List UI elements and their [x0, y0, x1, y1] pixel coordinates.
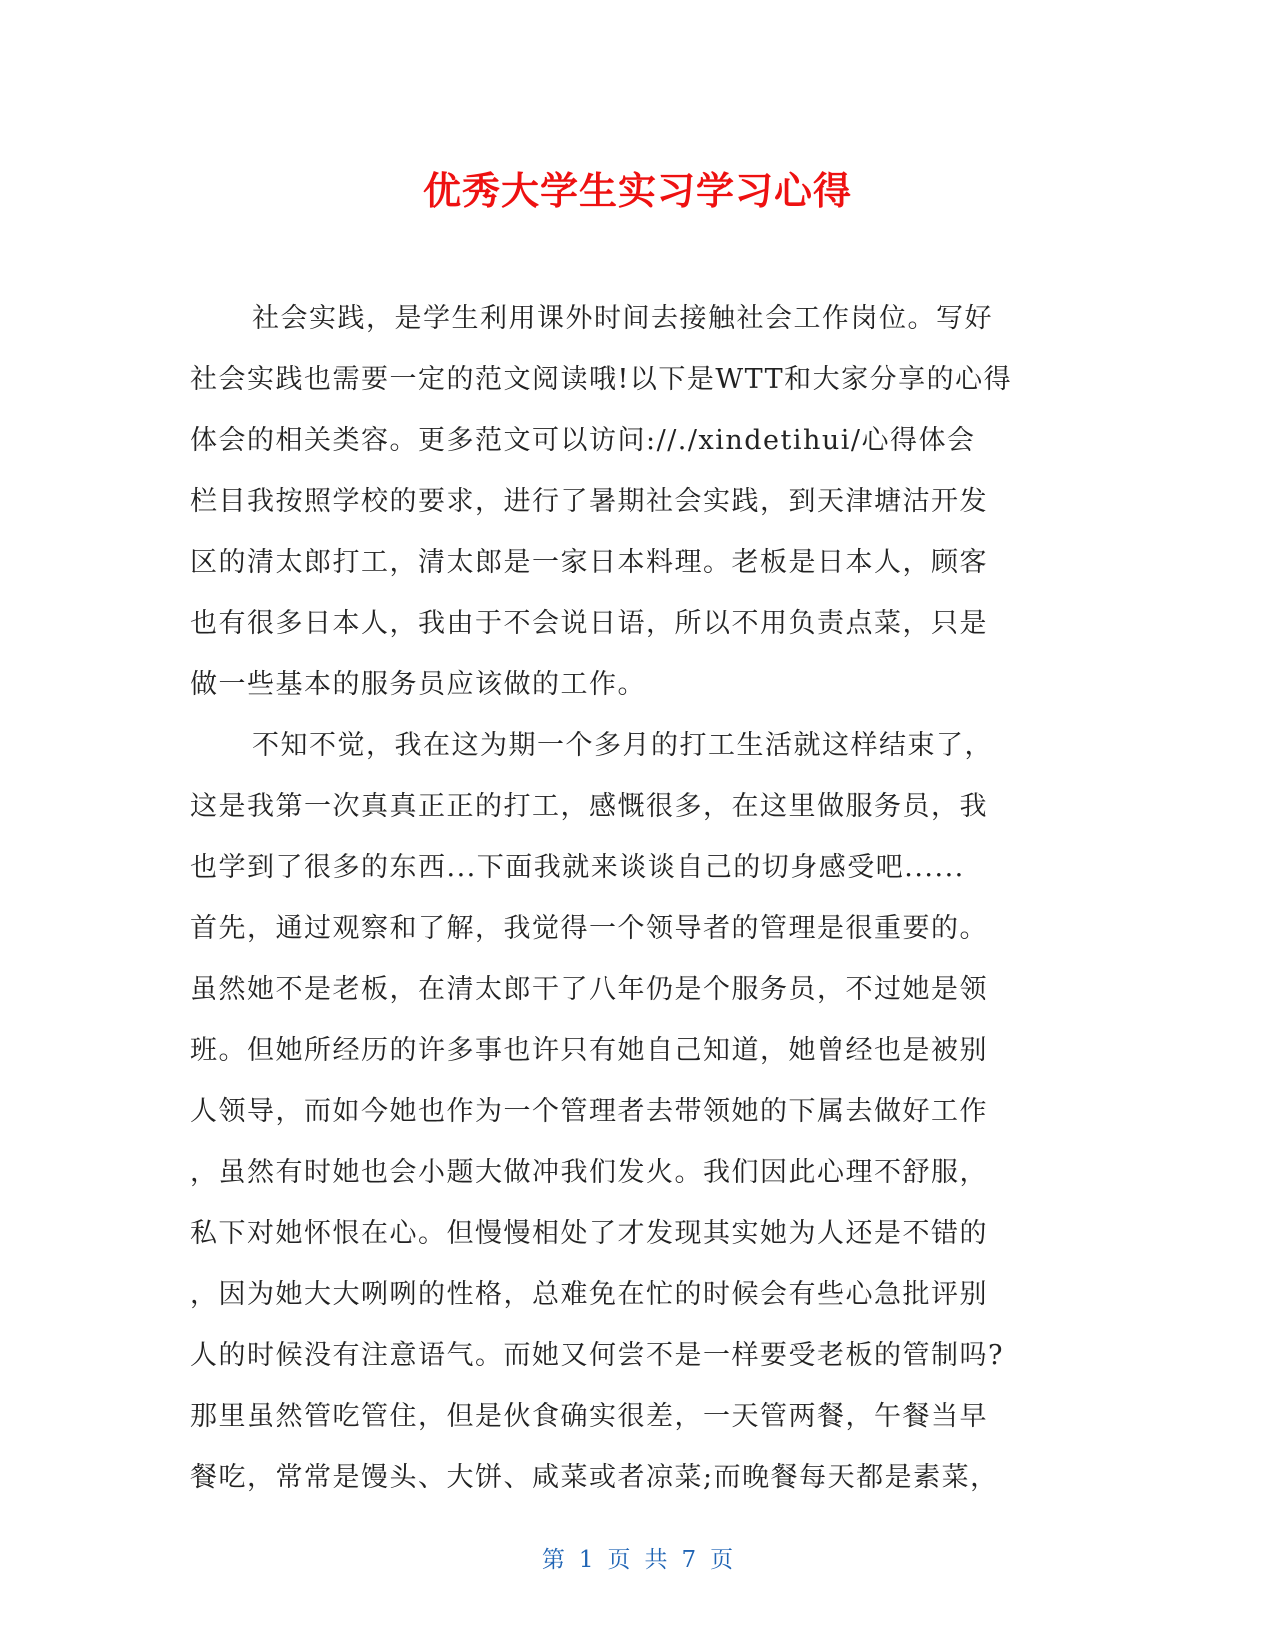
paragraph-line: 也有很多日本人，我由于不会说日语，所以不用负责点菜，只是 — [190, 608, 988, 639]
page-label-suffix: 页 — [710, 1547, 734, 1573]
document-body — [190, 288, 1078, 1508]
paragraph-line: 人的时候没有注意语气。而她又何尝不是一样要受老板的管制吗? — [190, 1340, 1004, 1371]
paragraph-line: 体会的相关类容。更多范文可以访问://./xindetihui/心得体会 — [190, 425, 976, 456]
paragraph-line: ，虽然有时她也会小题大做冲我们发火。我们因此心理不舒服， — [190, 1157, 988, 1188]
paragraph-line: 也学到了很多的东西...下面我就来谈谈自己的切身感受吧...... — [190, 852, 965, 883]
paragraph-line: 餐吃，常常是馒头、大饼、咸菜或者凉菜;而晚餐每天都是素菜， — [190, 1462, 999, 1493]
paragraph-line: 社会实践也需要一定的范文阅读哦!以下是WTT和大家分享的心得 — [190, 364, 1013, 395]
paragraph-line: 区的清太郎打工，清太郎是一家日本料理。老板是日本人，顾客 — [190, 547, 988, 578]
paragraph-line: 做一些基本的服务员应该做的工作。 — [190, 669, 646, 700]
paragraph-line: 人领导，而如今她也作为一个管理者去带领她的下属去做好工作 — [190, 1096, 988, 1127]
paragraph-line: 虽然她不是老板，在清太郎干了八年仍是个服务员，不过她是领 — [190, 974, 988, 1005]
page-current: 1 — [578, 1547, 594, 1573]
paragraph-line: 栏目我按照学校的要求，进行了暑期社会实践，到天津塘沽开发 — [190, 486, 988, 517]
paragraph-line: 那里虽然管吃管住，但是伙食确实很差，一天管两餐，午餐当早 — [190, 1401, 988, 1432]
document-title: 优秀大学生实习学习心得 — [422, 169, 852, 213]
paragraph-line: 首先，通过观察和了解，我觉得一个领导者的管理是很重要的。 — [190, 913, 988, 944]
paragraph-line: ，因为她大大咧咧的性格，总难免在忙的时候会有些心急批评别 — [190, 1279, 988, 1310]
paragraph-line: 不知不觉，我在这为期一个多月的打工生活就这样结束了， — [252, 730, 993, 761]
paragraph-line: 班。但她所经历的许多事也许只有她自己知道，她曾经也是被别 — [190, 1035, 988, 1066]
paragraph-line: 社会实践，是学生利用课外时间去接触社会工作岗位。写好 — [252, 303, 993, 334]
page-label-total-prefix: 共 — [644, 1547, 668, 1573]
paragraph-line: 私下对她怀恨在心。但慢慢相处了才发现其实她为人还是不错的 — [190, 1218, 988, 1249]
page-total: 7 — [681, 1547, 697, 1573]
paragraph-line: 这是我第一次真真正正的打工，感慨很多，在这里做服务员，我 — [190, 791, 988, 822]
page-footer — [0, 1541, 1275, 1574]
page-label-middle: 页 — [607, 1547, 631, 1573]
page-label-prefix: 第 — [541, 1547, 565, 1573]
